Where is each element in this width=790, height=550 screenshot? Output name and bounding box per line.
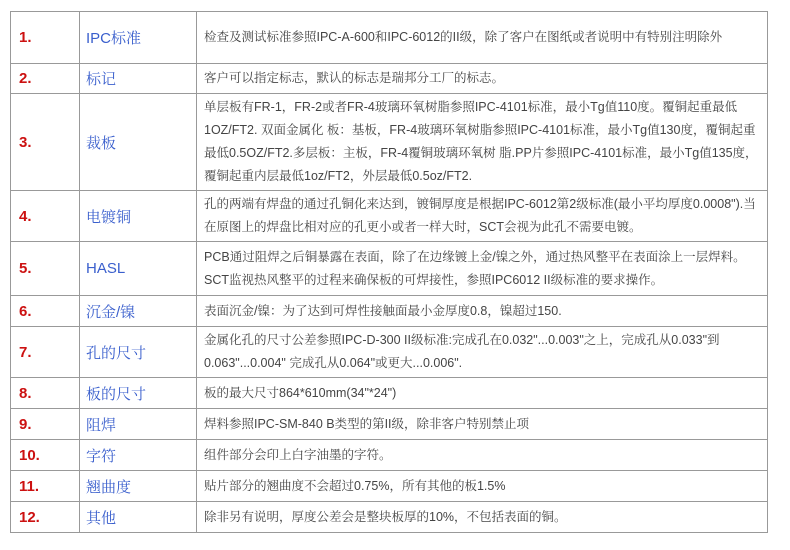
row-description: 组件部分会印上白字油墨的字符。 <box>197 440 768 471</box>
row-label-link[interactable]: 裁板 <box>80 94 197 191</box>
row-label-link[interactable]: IPC标准 <box>80 12 197 64</box>
row-description: 表面沉金/镍：为了达到可焊性接触面最小金厚度0.8，镍超过150. <box>197 296 768 327</box>
row-number: 11. <box>11 471 80 502</box>
row-number: 10. <box>11 440 80 471</box>
row-description: 孔的两端有焊盘的通过孔铜化来达到，镀铜厚度是根据IPC-6012第2级标准(最小平均厚度0.0008").当在原图上的焊盘比相对应的孔更小或者一样大时，SCT会视为此孔不需要电镀。 <box>197 191 768 242</box>
row-description: 单层板有FR-1，FR-2或者FR-4玻璃环氧树脂参照IPC-4101标准，最小Tg值110度。覆铜起重最低1OZ/FT2. 双面金属化 板：基板，FR-4玻璃环氧树脂参照IPC-4101标准，最小Tg值130度，覆铜起重最低0.5OZ/FT2.多层板：主板，FR-4覆铜玻璃环氧树 脂.PP片参照IPC-4101标准，最小Tg值135度，覆铜起重内层最低1oz/FT2，外层最低0.5oz/FT2. <box>197 94 768 191</box>
row-number: 7. <box>11 327 80 378</box>
spec-table <box>10 11 768 533</box>
row-label-link[interactable]: 标记 <box>80 64 197 94</box>
row-number: 3. <box>11 94 80 191</box>
row-label-link[interactable]: 其他 <box>80 502 197 533</box>
row-number: 12. <box>11 502 80 533</box>
row-description: 板的最大尺寸864*610mm(34"*24") <box>197 378 768 409</box>
row-label-link[interactable]: 电镀铜 <box>80 191 197 242</box>
row-number: 8. <box>11 378 80 409</box>
row-label-link[interactable]: 翘曲度 <box>80 471 197 502</box>
table-row <box>11 12 768 64</box>
table-row <box>11 327 768 378</box>
table-row <box>11 296 768 327</box>
row-number: 5. <box>11 242 80 296</box>
row-description: 金属化孔的尺寸公差参照IPC-D-300 II级标准:完成孔在0.032"...0.003"之上，完成孔从0.033"到0.063"...0.004" 完成孔从0.064"或更大...0.006". <box>197 327 768 378</box>
table-row <box>11 94 768 191</box>
row-number: 4. <box>11 191 80 242</box>
table-row <box>11 378 768 409</box>
table-row <box>11 471 768 502</box>
row-number: 9. <box>11 409 80 440</box>
row-description: 检查及测试标准参照IPC-A-600和IPC-6012的II级，除了客户在图纸或者说明中有特别注明除外 <box>197 12 768 64</box>
table-row <box>11 409 768 440</box>
row-label-link[interactable]: 板的尺寸 <box>80 378 197 409</box>
table-row <box>11 64 768 94</box>
row-label-link[interactable]: 阻焊 <box>80 409 197 440</box>
table-row <box>11 191 768 242</box>
table-row <box>11 440 768 471</box>
row-label-link[interactable]: 字符 <box>80 440 197 471</box>
row-label-link[interactable]: 沉金/镍 <box>80 296 197 327</box>
row-label-link[interactable]: 孔的尺寸 <box>80 327 197 378</box>
row-number: 6. <box>11 296 80 327</box>
row-label-link[interactable]: HASL <box>80 242 197 296</box>
row-description: 焊料参照IPC-SM-840 B类型的第II级，除非客户特别禁止项 <box>197 409 768 440</box>
row-description: 贴片部分的翘曲度不会超过0.75%，所有其他的板1.5% <box>197 471 768 502</box>
row-description: 客户可以指定标志，默认的标志是瑞邦分工厂的标志。 <box>197 64 768 94</box>
row-number: 1. <box>11 12 80 64</box>
row-description: PCB通过阻焊之后铜暴露在表面，除了在边缘镀上金/镍之外，通过热风整平在表面涂上一层焊料。SCT监视热风整平的过程来确保板的可焊接性，参照IPC6012 II级标准的要求操作。 <box>197 242 768 296</box>
table-row <box>11 242 768 296</box>
table-row <box>11 502 768 533</box>
row-description: 除非另有说明，厚度公差会是整块板厚的10%，不包括表面的铜。 <box>197 502 768 533</box>
row-number: 2. <box>11 64 80 94</box>
